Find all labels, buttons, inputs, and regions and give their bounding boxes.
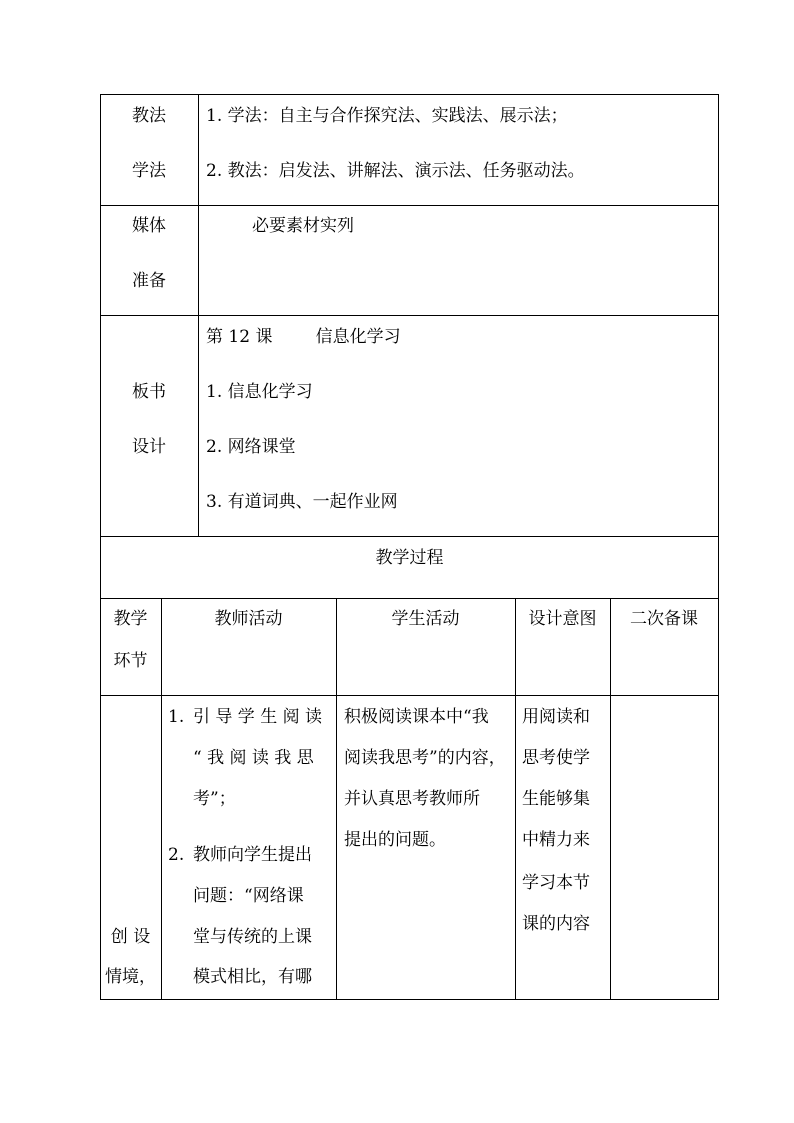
table-border-bottom	[100, 999, 719, 1000]
student-activity-line: 积极阅读课本中“我	[344, 707, 489, 727]
row-divider	[100, 205, 719, 206]
lesson-title: 第 12 课 信息化学习	[206, 327, 401, 347]
learning-methods-text: 1. 学法：自主与合作探究法、实践法、展示法；	[206, 106, 568, 126]
method-label-1: 教法	[132, 106, 166, 126]
row-divider	[100, 315, 719, 316]
design-intent-line: 学习本节	[522, 873, 590, 893]
student-activity-line: 阅读我思考”的内容，	[344, 748, 506, 768]
design-intent-line: 中精力来	[522, 830, 590, 850]
teaching-process-title: 教学过程	[375, 548, 444, 568]
header-stage-2: 环节	[113, 651, 148, 671]
row-divider	[100, 536, 719, 537]
row-divider	[100, 598, 719, 599]
method-label-2: 学法	[132, 161, 166, 181]
label-column-divider	[198, 94, 199, 536]
teacher-item-2-line: 问题：“网络课	[193, 886, 304, 906]
column-divider	[336, 598, 337, 999]
teaching-methods-text: 2. 教法：启发法、讲解法、演示法、任务驱动法。	[206, 161, 585, 181]
table-border-right	[718, 94, 719, 1000]
teacher-item-2-line: 教师向学生提出	[193, 845, 312, 865]
stage-name-1: 创 设	[110, 927, 151, 947]
student-activity-line: 提出的问题。	[344, 830, 446, 850]
board-item: 3. 有道词典、一起作业网	[206, 492, 398, 512]
design-intent-line: 生能够集	[522, 789, 590, 809]
board-label-2: 设计	[132, 437, 166, 457]
design-intent-line: 用阅读和	[522, 707, 590, 727]
column-divider	[515, 598, 516, 999]
column-divider	[610, 598, 611, 999]
teacher-item-1-number: 1.	[168, 707, 185, 727]
row-divider	[100, 695, 719, 696]
teacher-item-2-line: 模式相比，有哪	[193, 967, 312, 987]
teacher-item-1-line: 引 导 学 生 阅 读	[193, 707, 323, 727]
media-content: 必要素材实列	[252, 216, 354, 236]
stage-name-2: 情境，	[105, 967, 156, 987]
header-student-activity: 学生活动	[391, 609, 460, 629]
header-teacher-activity: 教师活动	[214, 609, 283, 629]
board-label-1: 板书	[132, 382, 166, 402]
table-border-top	[100, 94, 719, 95]
board-item: 2. 网络课堂	[206, 437, 296, 457]
media-label-1: 媒体	[132, 216, 166, 236]
design-intent-line: 课的内容	[522, 914, 590, 934]
header-secondary-prep: 二次备课	[630, 609, 698, 629]
board-item: 1. 信息化学习	[206, 382, 313, 402]
header-stage-1: 教学	[113, 609, 148, 629]
student-activity-line: 并认真思考教师所	[344, 789, 480, 809]
teacher-item-1-line: “ 我 阅 读 我 思	[193, 748, 314, 768]
teacher-item-1-line: 考”；	[193, 789, 236, 809]
column-divider	[161, 598, 162, 999]
media-label-2: 准备	[132, 271, 166, 291]
design-intent-line: 思考使学	[522, 748, 590, 768]
header-design-intent: 设计意图	[528, 609, 597, 629]
teacher-item-2-number: 2.	[168, 845, 185, 865]
teacher-item-2-line: 堂与传统的上课	[193, 927, 312, 947]
